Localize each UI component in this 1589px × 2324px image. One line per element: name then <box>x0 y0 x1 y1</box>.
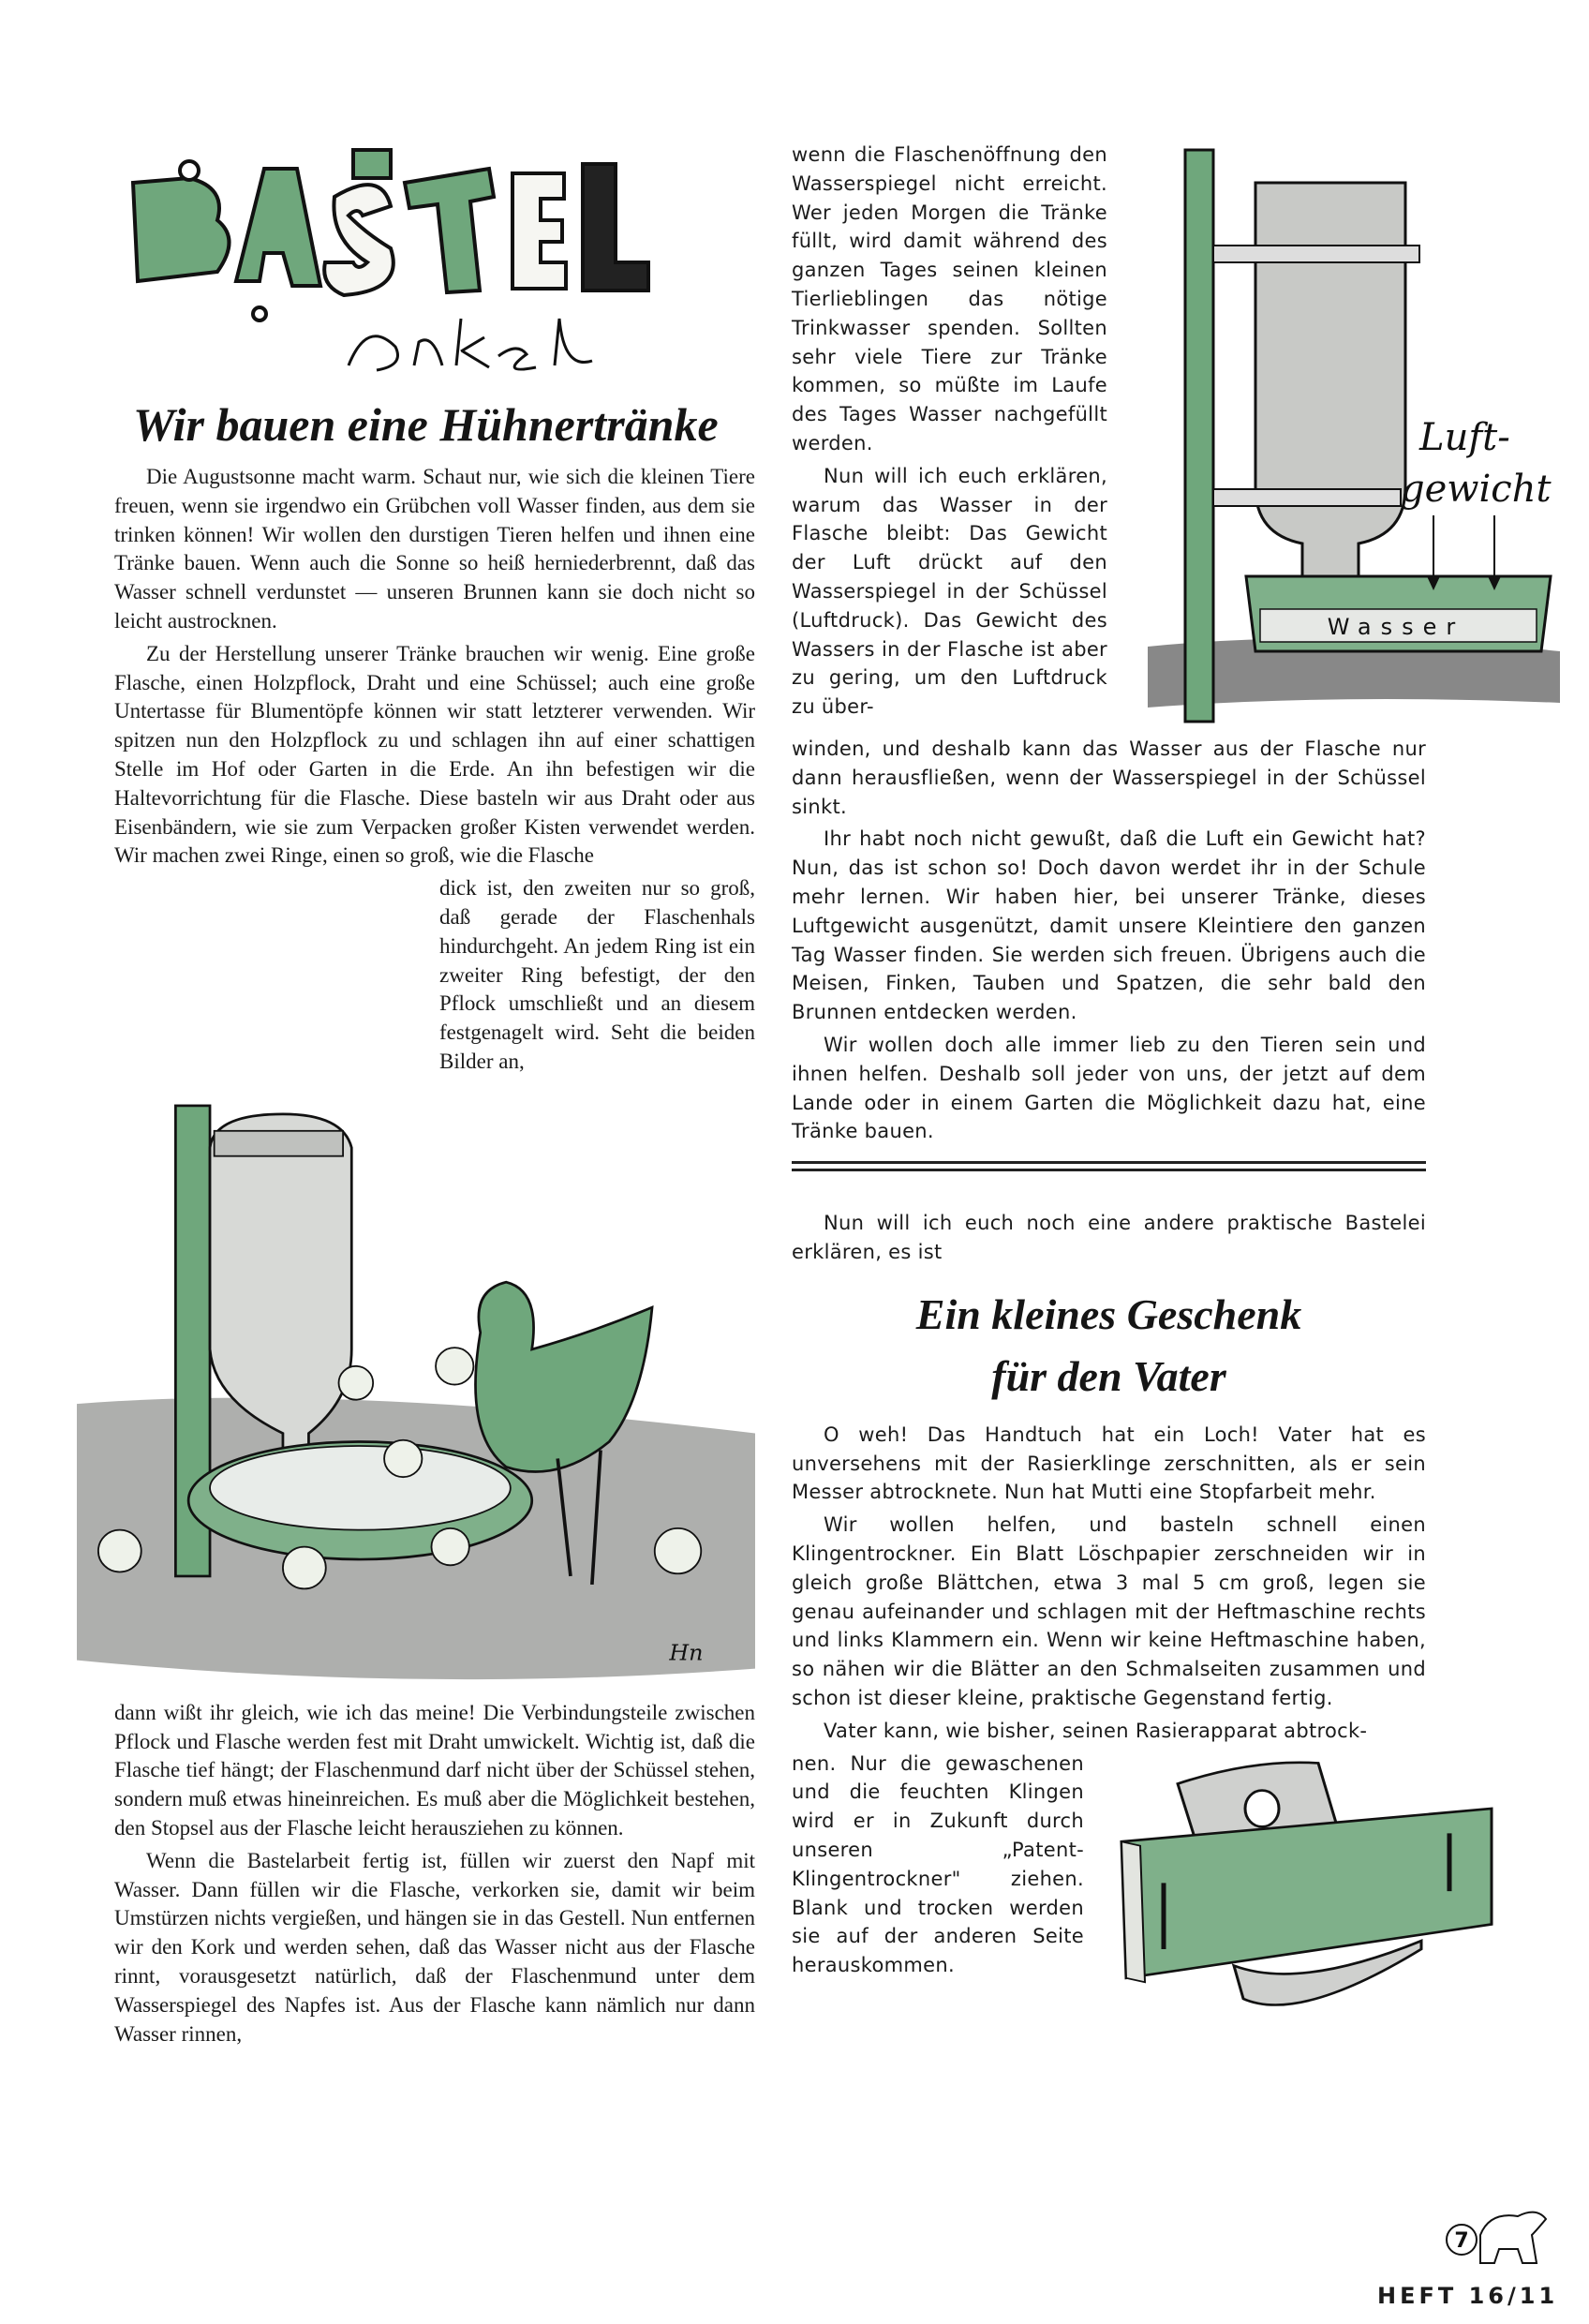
paragraph: dann wißt ihr gleich, wie ich das meine! Die Verbindungsteile zwischen Pflock und Flasche werden fest mit Draht umwickelt. Wichtig ist, daß die Flasche tief hängt; der Flaschenmund darf nicht über der Schüssel stehen, sondern muß etwas hineinreichen. Es muß aber die Möglichkeit bestehen, den Stopsel aus der Flasche leicht herausziehen zu können. <box>114 1700 755 1840</box>
article2-intro <box>792 1209 1426 1267</box>
left-column <box>114 131 755 2052</box>
paragraph: nen. Nur die gewaschenen und die feuchten Klingen wird er in Zukunft durch unseren „Patent-Klingentrockner" ziehen. Blank und trocken werden sie auf der anderen Seite herauskommen. <box>792 1751 1084 1977</box>
right-column <box>792 141 1565 2040</box>
paragraph: Die Augustsonne macht warm. Schaut nur, wie sich die kleinen Tiere freuen, wenn sie irgendwo ein Grübchen voll Wasser finden, aus dem sie trinken können! Wir wollen den durstigen Tieren helfen und ihnen eine Tränke bauen. Wenn auch die Sonne so heiß herniederbrennt, daß das Wasser schnell verdunstet — unseren Brunnen kann sie doch nicht so leicht austrocknen. <box>114 465 755 633</box>
article1-narrow-text <box>439 874 755 1080</box>
elephant-page-mascot <box>1443 2193 1555 2268</box>
divider <box>792 1169 1426 1171</box>
article2-narrow-text <box>792 1750 1084 1984</box>
article2-title-line2: für den Vater <box>991 1351 1226 1400</box>
bastel-onkel-logo <box>124 131 742 394</box>
paragraph: wenn die Flaschenöffnung den Wasserspiegel nicht erreicht. Wer jeden Morgen die Tränke füllt, wird damit während des ganzen Tages seinen kleinen Tierlieblingen das nötige Trinkwasser spenden. Sollten sehr viele Tiere zur Tränke kommen, so müßte im Laufe des Tages Wasser nachgefüllt werden. <box>792 143 1107 454</box>
page-number: 7 <box>1454 2229 1469 2253</box>
issue-footer: HEFT 16/11 <box>1377 2283 1559 2309</box>
paragraph: Ihr habt noch nicht gewußt, daß die Luft ein Gewicht hat? Nun, das ist schon so! Doch davon werdet ihr in der Schule mehr lernen. Wir haben hier, bei unserer Tränke, dieses Luftgewicht ausgenützt, damit unsere Kleintiere den ganzen Tag Wasser finden. Sie werden sich freuen. Übrigens auch die Meisen, Finken, Tauben und Spatzen, die sehr bald den Brunnen entdecken werden. <box>792 827 1426 1024</box>
paragraph: Zu der Herstellung unserer Tränke brauchen wir wenig. Eine große Flasche, einen Holzpflock, Draht und eine Schüssel; auch eine große Untertasse für Blumentöpfe können wir statt letzterer verwenden. Wir spitzen nun den Holzpflock zu und schlagen ihn auf einer schattigen Stelle im Hof oder Garten in die Erde. An ihn befestigen wir die Haltevorrichtung für die Flasche. Diese basteln wir aus Draht oder aus Eisenbändern, wie sie zum Verpacken großer Kisten verwendet werden. Wir machen zwei Ringe, einen so groß, wie die Flasche <box>114 641 755 868</box>
diagram-air-label-1: Luft- <box>1419 416 1510 459</box>
paragraph: Vater kann, wie bisher, seinen Rasierapparat abtrock- <box>824 1719 1368 1742</box>
paragraph: Wenn die Bastelarbeit fertig ist, füllen wir zuerst den Napf mit Wasser. Dann füllen wir die Flasche, verkorken sie, damit wir beim Umstürzen nichts vergießen, und hängen sie in das Gestell. Nun entfernen wir den Kork und werden sehen, daß das Wasser nicht aus der Flasche rinnt, vorausgesetzt natürlich, daß der Flaschenmund unter dem Wasserspiegel des Napfes ist. Aus der Flasche kann nämlich nur dann Wasser rinnen, <box>114 1848 755 2046</box>
article1-right-narrow-text <box>792 141 1107 725</box>
paragraph: Nun will ich euch noch eine andere praktische Bastelei erklären, es ist <box>792 1212 1426 1263</box>
paragraph: dick ist, den zweiten nur so groß, daß gerade der Flaschenhals hindurchgeht. An jedem Ring ist ein zweiter Ring befestigt, der den Pflock umschließt und an diesem festgenagelt wird. Seht die beiden Bilder an, <box>439 876 755 1073</box>
chicken-waterer-illustration <box>77 1080 718 1690</box>
article2-bottom-row <box>792 1750 1565 2040</box>
paragraph: winden, und deshalb kann das Wasser aus der Flasche nur dann herausfließen, wenn der Wasserspiegel in der Schüssel sinkt. <box>792 737 1426 818</box>
diagram-water-label: Wasser <box>1327 614 1465 640</box>
diagram-air-label-2: gewicht <box>1401 468 1552 511</box>
illustration-signature: Hn <box>669 1639 704 1666</box>
article-title: Wir bauen eine Hühnertränke <box>133 398 719 451</box>
right-top-row <box>792 141 1565 731</box>
blade-dryer-illustration <box>1112 1759 1496 2040</box>
article1-lower-text <box>114 1699 755 2049</box>
article2-text <box>792 1421 1426 1746</box>
article1-intro-text <box>114 463 755 871</box>
paragraph: O weh! Das Handtuch hat ein Loch! Vater hat es unversehens mit der Rasierklinge zerschnitten, als er sein Messer abtrocknete. Nun hat Mutti eine Stopfarbeit mehr. <box>792 1423 1426 1504</box>
article2-title <box>792 1284 1426 1408</box>
paragraph: Wir wollen doch alle immer lieb zu den Tieren sein und ihnen helfen. Deshalb soll jeder von uns, der jetzt auf dem Lande oder in einem Garten die Möglichkeit dazu hat, eine Tränke bauen. <box>792 1033 1426 1143</box>
divider <box>792 1161 1426 1164</box>
air-pressure-diagram <box>1148 141 1565 731</box>
logo-onkel-script <box>349 319 592 370</box>
paragraph: Wir wollen helfen, und basteln schnell einen Klingentrockner. Ein Blatt Löschpapier zerschneiden wir in gleich große Blättchen, etwa 3 mal 5 cm groß, legen sie genau aufeinander und schlagen mit der Heftmaschine rechts und links Klammern ein. Wenn wir keine Heftmaschine haben, so nähen wir die Blätter an den Schmalseiten zusammen und schon ist dieser kleine, praktische Gegenstand fertig. <box>792 1513 1426 1709</box>
paragraph: Nun will ich euch erklären, warum das Wasser in der Flasche bleibt: Das Gewicht der Luft drückt auf den Wasserspiegel in der Schüssel (Luftdruck). Das Gewicht des Wassers in der Flasche ist aber zu gering, um den Luftdruck zu über- <box>792 464 1107 719</box>
article2-title-line1: Ein kleines Geschenk <box>915 1289 1302 1338</box>
article1-right-wide-text <box>792 735 1426 1146</box>
